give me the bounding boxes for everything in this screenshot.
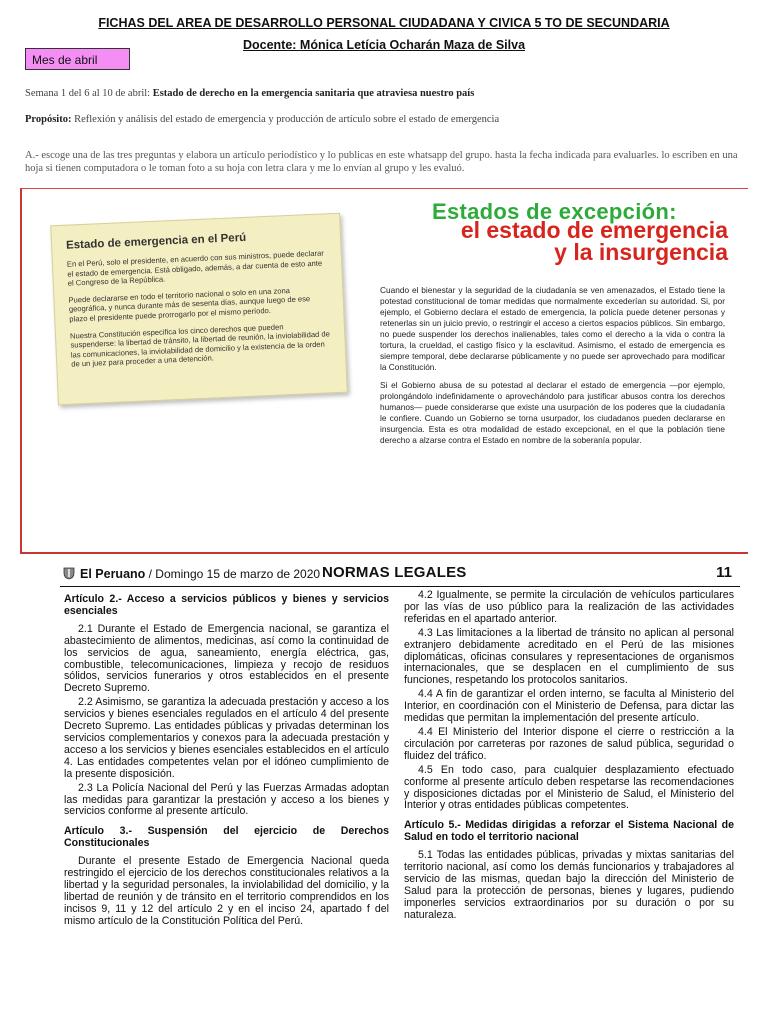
paragraph-5-1: 5.1 Todas las entidades públicas, privadas y mixtas sanitarias del territorio nacional, así como los demás funcionarios y trabajadores al servicio de las mismas, quedan bajo la dirección del Ministerio de Salud para la protección de personas, bienes y lugares, pudiendo imponerles servicios extraordinarios por su duración o por su naturaleza. [404, 849, 734, 921]
paragraph-3: Durante el presente Estado de Emergencia Nacional queda restringido el ejercicio de los derechos constitucionales relativos a la libertad y la seguridad personales, la inviolabilidad del domicilio, y la libertad de reunión y de tránsito en el territorio comprendidos en los incisos 9, 11 y 12 del artículo 2 y en el inciso 24, apartado f del mismo artículo de la Constitución Política del Perú. [64, 855, 389, 927]
body-paragraph: Cuando el bienestar y la seguridad de la ciudadanía se ven amenazados, el Estado tiene la potestad constitucional de tomar medidas que normalmente excederían su autoridad. Si, por ejemplo, el Gobierno declara el estado de emergencia, la policía puede detener personas y retenerlas sin un juicio previo, o restringir el acceso a ciertos espacios públicos. Sin embargo, no puede suspender los derechos inalienables, tales como el derecho a la vida o contra la tortura, la crueldad, el castigo físico y la esclavitud. Asimismo, el estado de emergencia es siempre temporal, debe declararse públicamente y no puede ser aprovechado para modificar la Constitución. [380, 285, 725, 372]
newspaper-page-number: 11 [716, 564, 732, 581]
week-prefix: Semana 1 del 6 al 10 de abril: [25, 88, 153, 99]
purpose-label: Propósito: [25, 114, 72, 125]
paragraph-4-3: 4.3 Las limitaciones a la libertad de tránsito no aplican al personal extranjero debidamente acreditado en el Perú de las misiones diplomáticas, oficinas consulares y representaciones de organismos internacionales, que se desplacen en el cumplimiento de sus funciones, respetando los protocolos sanitarios. [404, 626, 734, 687]
infographic-title-red-line1: el estado de emergencia [460, 217, 728, 243]
article-5-title: Artículo 5.- Medidas dirigidas a reforzar el Sistema Nacional de Salud en todo el territorio nacional [404, 819, 734, 844]
month-label: Mes de abril [25, 48, 130, 70]
newspaper-header [60, 564, 740, 587]
coat-of-arms-icon [62, 566, 76, 580]
note-paragraph: Nuestra Constitución especifica los cinco derechos que pueden suspenderse: la libertad de tránsito, la libertad de reunión, la inviolabilidad de las comunicaciones, la inviolabilidad de domicilio y la existencia de la orden de un juez para proceder a una detención. [69, 321, 331, 369]
infographic-body [380, 285, 725, 453]
paragraph-2-3: 2.3 La Policía Nacional del Perú y las Fuerzas Armadas adoptan las medidas para garantizar la prestación y acceso a los bienes y servicios conforme al presente artículo. [64, 781, 389, 818]
week-topic: Estado de derecho en la emergencia sanitaria que atraviesa nuestro país [152, 88, 475, 99]
newspaper-masthead [62, 566, 320, 581]
teacher-name: Docente: Mónica Letícia Ocharán Maza de Silva [242, 38, 526, 52]
paragraph-4-4b: 4.4 El Ministerio del Interior dispone el cierre o restricción a la circulación por carreteras por razones de salud pública, seguridad o fluidez del tráfico. [404, 725, 734, 762]
week-line [25, 88, 474, 99]
masthead-name: El Peruano [80, 567, 146, 581]
newspaper-right-column [404, 590, 734, 924]
note-title: Estado de emergencia en el Perú [65, 231, 247, 252]
worksheet-title: FICHAS DEL AREA DE DESARROLLO PERSONAL CIUDADANA Y CIVICA 5 TO DE SECUNDARIA [98, 16, 670, 30]
article-3-title: Artículo 3.- Suspensión del ejercicio de Derechos Constitucionales [64, 825, 389, 850]
infographic-title-red [378, 219, 728, 263]
instructions: A.- escoge una de las tres preguntas y elabora un artículo periodístico y lo publicas en este whatsapp del grupo. hasta la fecha indicada para evaluarles. lo escriben en una hoja si tienen computadora o le toman foto a su hoja con letra clara y me lo envían al grupo y les evaluó. [25, 150, 738, 174]
sticky-note [50, 213, 348, 405]
paragraph-2-1: 2.1 Durante el Estado de Emergencia nacional, se garantiza el abastecimiento de alimentos, medicinas, así como la continuidad de los servicios de agua, saneamiento, energía eléctrica, gas, combustible, telecomunicaciones, limpieza y recojo de residuos sólidos, servicios funerarios y otros establecidos en el presente Decreto Supremo. [64, 622, 389, 695]
note-paragraph: Puede declararse en todo el territorio nacional o solo en una zona geográfica, y nunca durante más de sesenta días, aunque luego de ese plazo el presidente puede prorrogarlo por el mismo período. [68, 285, 311, 324]
purpose-line [25, 114, 499, 125]
infographic-panel [20, 188, 748, 554]
purpose-text: Reflexión y análisis del estado de emergencia y producción de artículo sobre el estado de emergencia [71, 114, 500, 125]
paragraph-4-4a: 4.4 A fin de garantizar el orden interno, se faculta al Ministerio del Interior, en coordinación con el Ministerio de Defensa, para dictar las medidas que permitan la implementación del presente artículo. [404, 688, 734, 725]
infographic-title-red-line2: y la insurgencia [554, 239, 728, 265]
infographic-title-green: Estados de excepción: [432, 199, 677, 224]
newspaper-clipping [60, 560, 740, 1024]
masthead-date: / Domingo 15 de marzo de 2020 [145, 567, 321, 581]
paragraph-4-2: 4.2 Igualmente, se permite la circulación de vehículos particulares por las vías de uso público para la realización de las actividades referidas en el apartado anterior. [404, 589, 734, 625]
paragraph-4-5: 4.5 En todo caso, para cualquier desplazamiento efectuado conforme al presente artículo deben respetarse las recomendaciones y disposiciones dictadas por el Ministerio de Salud, el Ministerio del Interior y otras entidades públicas competentes. [404, 763, 734, 812]
article-2-title: Artículo 2.- Acceso a servicios públicos y bienes y servicios esenciales [64, 593, 389, 617]
note-paragraph: En el Perú, solo el presidente, en acuerdo con sus ministros, puede declarar el estado de emergencia. Está obligado, además, a dar cuenta de esto ante el Congreso de la República. [66, 248, 324, 288]
paragraph-2-2: 2.2 Asimismo, se garantiza la adecuada prestación y acceso a los servicios y bienes esenciales regulados en el artículo 4 del presente Decreto Supremo. Las entidades públicas y privadas determinan los servicios complementarios y conexos para la adecuada prestación y acceso a los servicios y bienes esenciales establecidos en el artículo 4. Las entidades competentes velan por el idóneo cumplimiento de la presente disposición. [64, 696, 389, 780]
body-paragraph: Si el Gobierno abusa de su potestad al declarar el estado de emergencia —por ejemplo, prolongándolo indefinidamente o aprovechándolo para justificar abusos contra los derechos humanos— puede considerarse que existe una usurpación de los poderes que la ciudadanía le confiere. Cuando un Gobierno se torna usurpador, los ciudadanos pueden declararse en insurgencia. Esta es otra modalidad de estado excepcional, en el que la población tiene derecho a alzarse contra el Estado en nombre de la soberanía popular. [380, 380, 725, 445]
newspaper-left-column [64, 594, 389, 930]
newspaper-section: NORMAS LEGALES [322, 564, 467, 581]
